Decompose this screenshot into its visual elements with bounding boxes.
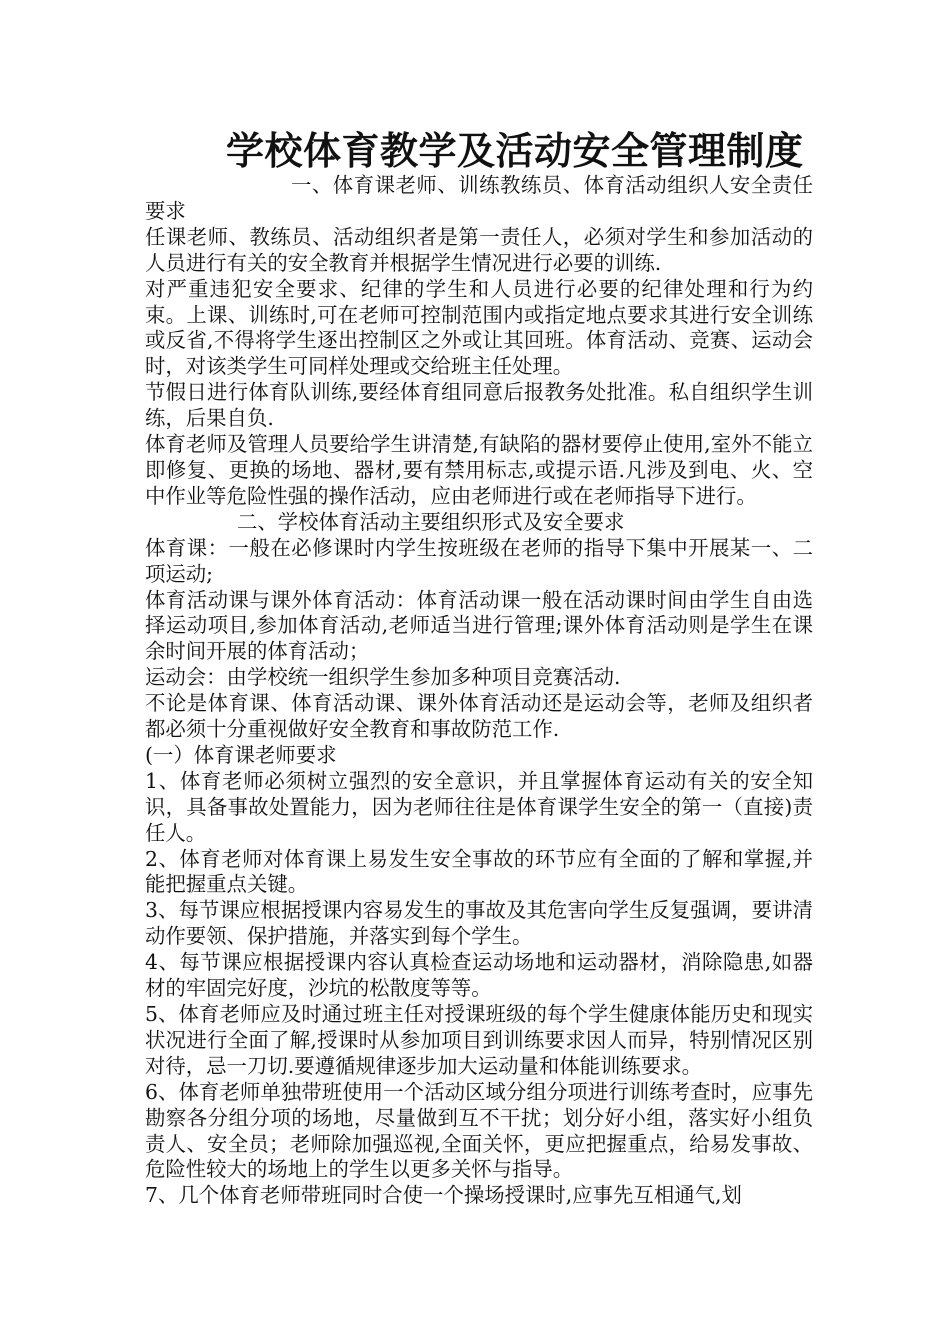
- paragraph: 体育活动课与课外体育活动：体育活动课一般在活动课时间由学生自由选择运动项目,参加体育活动,老师适当进行管理;课外体育活动则是学生在课余时间开展的体育活动；: [145, 587, 813, 664]
- paragraph: 节假日进行体育队训练,要经体育组同意后报教务处批准。私自组织学生训练，后果自负.: [145, 380, 813, 431]
- list-item: 6、体育老师单独带班使用一个活动区域分组分项进行训练考查时，应事先勘察各分组分项的场地，尽量做到互不干扰；划分好小组，落实好小组负责人、安全员；老师除加强巡视,全面关怀，更应把握重点，给易发事故、危险性较大的场地上的学生以更多关怀与指导。: [145, 1079, 813, 1182]
- document-title: 学校体育教学及活动安全管理制度: [226, 128, 804, 173]
- paragraph: 任课老师、教练员、活动组织者是第一责任人，必须对学生和参加活动的人员进行有关的安全教育并根据学生情况进行必要的训练.: [145, 224, 813, 275]
- section-heading-1: 一、体育课老师、训练教练员、体育活动组织人安全责任要求: [145, 173, 813, 223]
- list-item: 3、每节课应根据授课内容易发生的事故及其危害向学生反复强调，要讲清动作要领、保护措施，并落实到每个学生。: [145, 898, 813, 949]
- list-item: 4、每节课应根据授课内容认真检查运动场地和运动器材，消除隐患,如器材的牢固完好度，沙坑的松散度等等。: [145, 950, 813, 1001]
- list-item: 5、体育老师应及时通过班主任对授课班级的每个学生健康体能历史和现实状况进行全面了解,授课时从参加项目到训练要求因人而异，特别情况区别对待，忌一刀切.要遵循规律逐步加大运动量和体能训练要求。: [145, 1002, 813, 1078]
- subsection-heading: (一）体育课老师要求: [145, 742, 337, 767]
- list-item: 2、体育老师对体育课上易发生安全事故的环节应有全面的了解和掌握,并能把握重点关键。: [145, 846, 813, 897]
- paragraph: 体育课：一般在必修课时内学生按班级在老师的指导下集中开展某一、二项运动;: [145, 535, 813, 586]
- paragraph: 运动会：由学校统一组织学生参加多种项目竞赛活动.: [145, 665, 621, 690]
- paragraph: 体育老师及管理人员要给学生讲清楚,有缺陷的器材要停止使用,室外不能立即修复、更换的场地、器材,要有禁用标志,或提示语.凡涉及到电、火、空中作业等危险性强的操作活动，应由老师进行或在老师指导下进行。: [145, 432, 813, 508]
- list-item: 7、几个体育老师带班同时合使一个操场授课时,应事先互相通气,划: [145, 1183, 742, 1208]
- list-item: 1、体育老师必须树立强烈的安全意识，并且掌握体育运动有关的安全知识，具备事故处置能力，因为老师往往是体育课学生安全的第一（直接)责任人。: [145, 768, 813, 845]
- paragraph: 不论是体育课、体育活动课、课外体育活动还是运动会等，老师及组织者都必须十分重视做好安全教育和事故防范工作.: [145, 691, 813, 742]
- document-body: [145, 173, 813, 1209]
- section-heading-2: 二、学校体育活动主要组织形式及安全要求: [237, 509, 625, 534]
- paragraph: 对严重违犯安全要求、纪律的学生和人员进行必要的纪律处理和行为约束。上课、训练时,可在老师可控制范围内或指定地点要求其进行安全训练或反省,不得将学生逐出控制区之外或让其回班。体育活动、竞赛、运动会时，对该类学生可同样处理或交给班主任处理。: [145, 276, 813, 379]
